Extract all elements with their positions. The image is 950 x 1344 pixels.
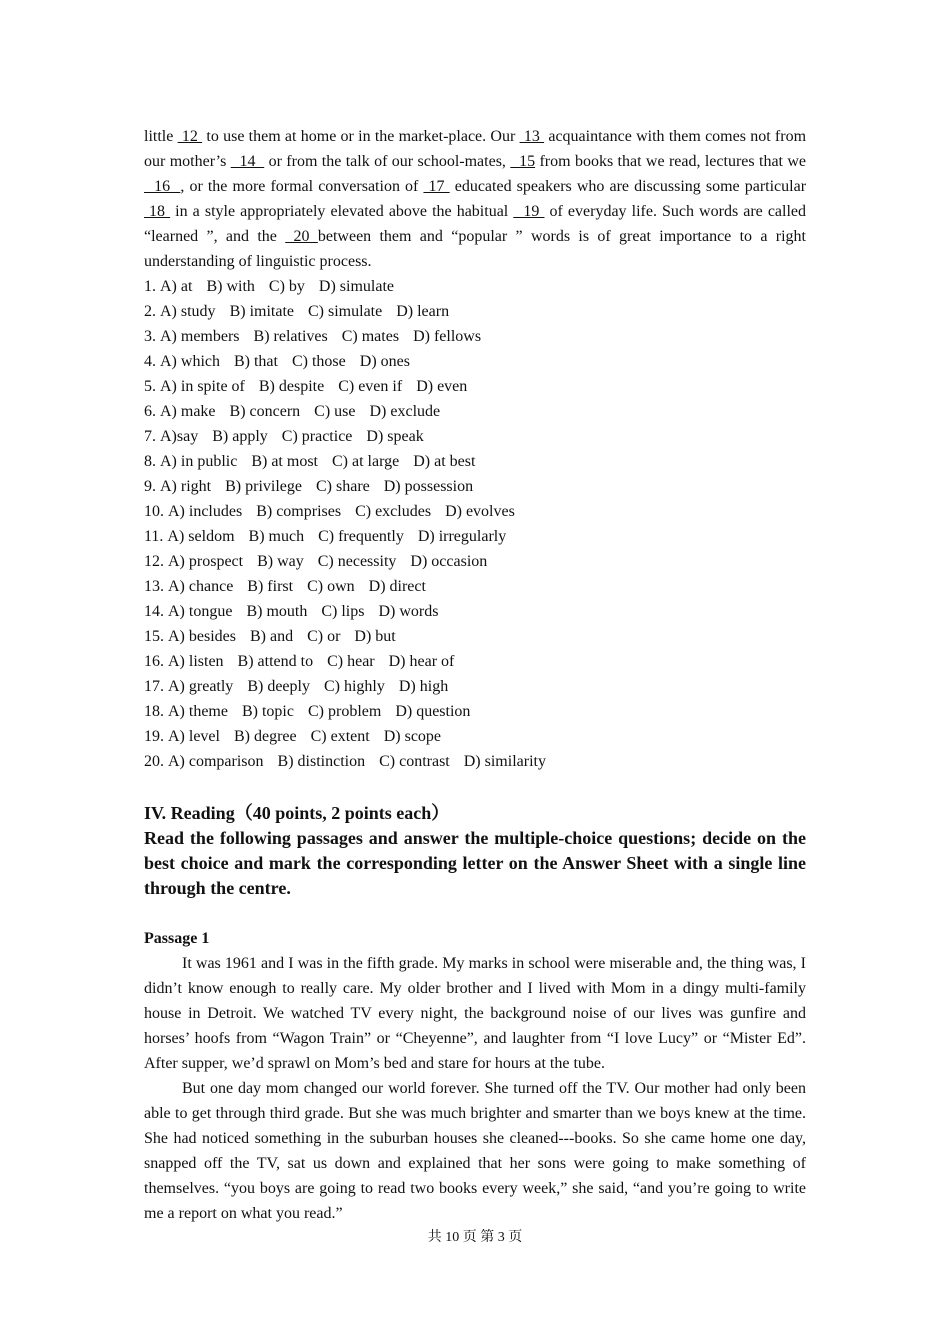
answer-option: A) members xyxy=(160,328,240,345)
answer-option: A) at xyxy=(160,278,193,295)
question-number: 13. xyxy=(144,578,164,595)
answer-option: A) in spite of xyxy=(160,378,245,395)
answer-option: A) chance xyxy=(168,578,234,595)
answer-option: A) includes xyxy=(168,503,243,520)
question-item xyxy=(144,624,806,649)
answer-option: D) but xyxy=(354,628,396,645)
answer-option: C) use xyxy=(314,403,356,420)
answer-option: C) those xyxy=(291,353,346,370)
question-number: 17. xyxy=(144,678,164,695)
cloze-text: of everyday life. Such words are called “learned ”, and the xyxy=(144,203,807,245)
answer-option: C) simulate xyxy=(308,303,383,320)
answer-option: B) much xyxy=(248,528,305,545)
answer-option: C) contrast xyxy=(379,753,450,770)
question-number: 16. xyxy=(144,653,164,670)
answer-option: B) apply xyxy=(212,428,268,445)
cloze-blank: 18 xyxy=(144,203,171,220)
question-number: 12. xyxy=(144,553,164,570)
question-item xyxy=(144,549,806,574)
question-item xyxy=(144,424,806,449)
answer-option: D) ones xyxy=(359,353,410,370)
answer-option: A) in public xyxy=(160,453,238,470)
question-number: 10. xyxy=(144,503,164,520)
passage-title: Passage 1 xyxy=(144,930,210,947)
cloze-blank: 13 xyxy=(519,128,545,145)
answer-option: A) theme xyxy=(168,703,228,720)
question-item xyxy=(144,349,806,374)
answer-option: C) frequently xyxy=(318,528,404,545)
cloze-text: in a style appropriately elevated above the habitual xyxy=(170,203,514,220)
answer-option: D) scope xyxy=(383,728,442,745)
answer-option: B) concern xyxy=(229,403,301,420)
question-number: 8. xyxy=(144,453,156,470)
question-number: 5. xyxy=(144,378,156,395)
answer-option: D) words xyxy=(378,603,439,620)
answer-option: D) high xyxy=(398,678,449,695)
answer-option: D) speak xyxy=(366,428,424,445)
cloze-passage-continuation xyxy=(144,124,806,274)
question-number: 19. xyxy=(144,728,164,745)
answer-option: C) practice xyxy=(281,428,353,445)
question-item xyxy=(144,699,806,724)
question-number: 11. xyxy=(144,528,164,545)
cloze-blank: 17 xyxy=(423,178,450,195)
answer-option: D) exclude xyxy=(369,403,441,420)
question-number: 14. xyxy=(144,603,164,620)
answer-option: B) degree xyxy=(233,728,297,745)
cloze-blank: 16 xyxy=(144,178,181,195)
page-content xyxy=(144,124,806,1226)
answer-option: C) by xyxy=(268,278,305,295)
question-item xyxy=(144,474,806,499)
question-number: 2. xyxy=(144,303,156,320)
answer-option: C) mates xyxy=(341,328,400,345)
question-number: 15. xyxy=(144,628,164,645)
answer-option: C) own xyxy=(307,578,355,595)
cloze-blank: 12 xyxy=(177,128,203,145)
answer-option: C) hear xyxy=(327,653,375,670)
answer-option: B) attend to xyxy=(237,653,314,670)
question-number: 7. xyxy=(144,428,156,445)
question-number: 18. xyxy=(144,703,164,720)
answer-option: A) besides xyxy=(168,628,236,645)
answer-option: B) with xyxy=(206,278,255,295)
question-item xyxy=(144,374,806,399)
cloze-text: , or the more formal conversation of xyxy=(180,178,424,195)
question-number: 9. xyxy=(144,478,156,495)
answer-option: B) first xyxy=(247,578,294,595)
reading-instructions: Read the following passages and answer the multiple-choice questions; decide on the best choice and mark the corresponding letter on the Answer Sheet with a single line through the centre. xyxy=(144,828,806,898)
answer-option: B) topic xyxy=(241,703,294,720)
answer-option: D) learn xyxy=(396,303,450,320)
question-item xyxy=(144,299,806,324)
cloze-text: or from the talk of our school-mates, xyxy=(264,153,511,170)
answer-option: C) necessity xyxy=(317,553,397,570)
page-footer: 共 10 页 第 3 页 xyxy=(427,1230,523,1245)
answer-option: C) extent xyxy=(310,728,370,745)
answer-option: A)say xyxy=(160,428,199,445)
answer-option: C) share xyxy=(315,478,370,495)
question-item xyxy=(144,524,806,549)
cloze-blank: 20 xyxy=(285,228,318,245)
question-number: 4. xyxy=(144,353,156,370)
answer-option: D) occasion xyxy=(410,553,488,570)
answer-option: D) at best xyxy=(413,453,476,470)
question-number: 3. xyxy=(144,328,156,345)
answer-option: D) simulate xyxy=(318,278,394,295)
answer-option: C) excludes xyxy=(355,503,432,520)
answer-option: A) which xyxy=(160,353,220,370)
answer-option: D) direct xyxy=(368,578,426,595)
question-number: 20. xyxy=(144,753,164,770)
cloze-text: between them and “popular ” words is of great importance to a right understanding of linguistic process. xyxy=(144,228,806,270)
answer-option: A) level xyxy=(168,728,220,745)
answer-option: D) irregularly xyxy=(417,528,507,545)
answer-option: D) question xyxy=(395,703,471,720)
question-item xyxy=(144,674,806,699)
answer-option: A) make xyxy=(160,403,216,420)
answer-option: C) lips xyxy=(321,603,365,620)
cloze-question-list xyxy=(144,274,806,774)
cloze-text: to use them at home or in the market-place. Our xyxy=(202,128,520,145)
answer-option: A) greatly xyxy=(168,678,234,695)
answer-option: D) even xyxy=(416,378,468,395)
answer-option: D) fellows xyxy=(413,328,482,345)
cloze-text: acquaintance with them comes not from our mother’s xyxy=(144,128,807,170)
answer-option: C) highly xyxy=(323,678,385,695)
answer-option: D) evolves xyxy=(445,503,515,520)
answer-option: C) at large xyxy=(332,453,400,470)
answer-option: A) prospect xyxy=(168,553,244,570)
answer-option: A) study xyxy=(160,303,216,320)
answer-option: A) tongue xyxy=(168,603,233,620)
answer-option: A) listen xyxy=(168,653,224,670)
answer-option: B) at most xyxy=(251,453,318,470)
answer-option: C) even if xyxy=(338,378,403,395)
question-item xyxy=(144,399,806,424)
answer-option: D) hear of xyxy=(388,653,455,670)
passage-paragraph: It was 1961 and I was in the fifth grade. My marks in school were miserable and, the thing was, I didn’t know enough to really care. My older brother and I lived with Mom in a dingy multi-family house in Detroit. We watched TV every night, the background noise of our lives was gunfire and horses’ hoofs from “Wagon Train” or “Cheyenne”, and laughter from “I love Lucy” or “Mister Ed”. After supper, we’d sprawl on Mom’s bed and stare for hours at the tube. xyxy=(144,955,806,1072)
answer-option: B) that xyxy=(233,353,278,370)
question-item xyxy=(144,649,806,674)
question-item xyxy=(144,574,806,599)
answer-option: A) seldom xyxy=(167,528,235,545)
answer-option: C) or xyxy=(307,628,341,645)
cloze-blank: 19 xyxy=(513,203,545,220)
answer-option: A) right xyxy=(160,478,212,495)
answer-option: B) relatives xyxy=(253,328,328,345)
answer-option: B) distinction xyxy=(277,753,366,770)
question-number: 6. xyxy=(144,403,156,420)
reading-section-title: IV. Reading（40 points, 2 points each） xyxy=(144,803,450,823)
cloze-text: educated speakers who are discussing some particular xyxy=(449,178,807,195)
answer-option: A) comparison xyxy=(168,753,264,770)
question-item xyxy=(144,324,806,349)
passage-paragraph: But one day mom changed our world forever. She turned off the TV. Our mother had only been able to get through third grade. But she was much brighter and smarter than we boys knew at the time. She had noticed something in the suburban houses she cleaned---books. So she came home one day, snapped off the TV, sat us down and explained that her sons were going to make something of themselves. “you boys are going to read two books every week,” she said, “and you’re going to write me a report on what you read.” xyxy=(144,1080,806,1222)
answer-option: B) and xyxy=(249,628,294,645)
cloze-text: from books that we read, lectures that we xyxy=(535,153,807,170)
question-item xyxy=(144,724,806,749)
cloze-text: little xyxy=(144,128,178,145)
answer-option: D) possession xyxy=(383,478,474,495)
cloze-blank: 14 xyxy=(230,153,265,170)
answer-option: D) similarity xyxy=(463,753,546,770)
cloze-blank: 15 xyxy=(510,153,536,170)
question-item xyxy=(144,449,806,474)
question-item xyxy=(144,274,806,299)
answer-option: B) comprises xyxy=(256,503,342,520)
answer-option: B) way xyxy=(257,553,304,570)
question-item xyxy=(144,499,806,524)
answer-option: B) despite xyxy=(258,378,325,395)
question-number: 1. xyxy=(144,278,156,295)
answer-option: B) mouth xyxy=(246,603,308,620)
question-item xyxy=(144,599,806,624)
answer-option: B) privilege xyxy=(225,478,302,495)
answer-option: C) problem xyxy=(307,703,382,720)
answer-option: B) imitate xyxy=(229,303,294,320)
answer-option: B) deeply xyxy=(247,678,310,695)
question-item xyxy=(144,749,806,774)
